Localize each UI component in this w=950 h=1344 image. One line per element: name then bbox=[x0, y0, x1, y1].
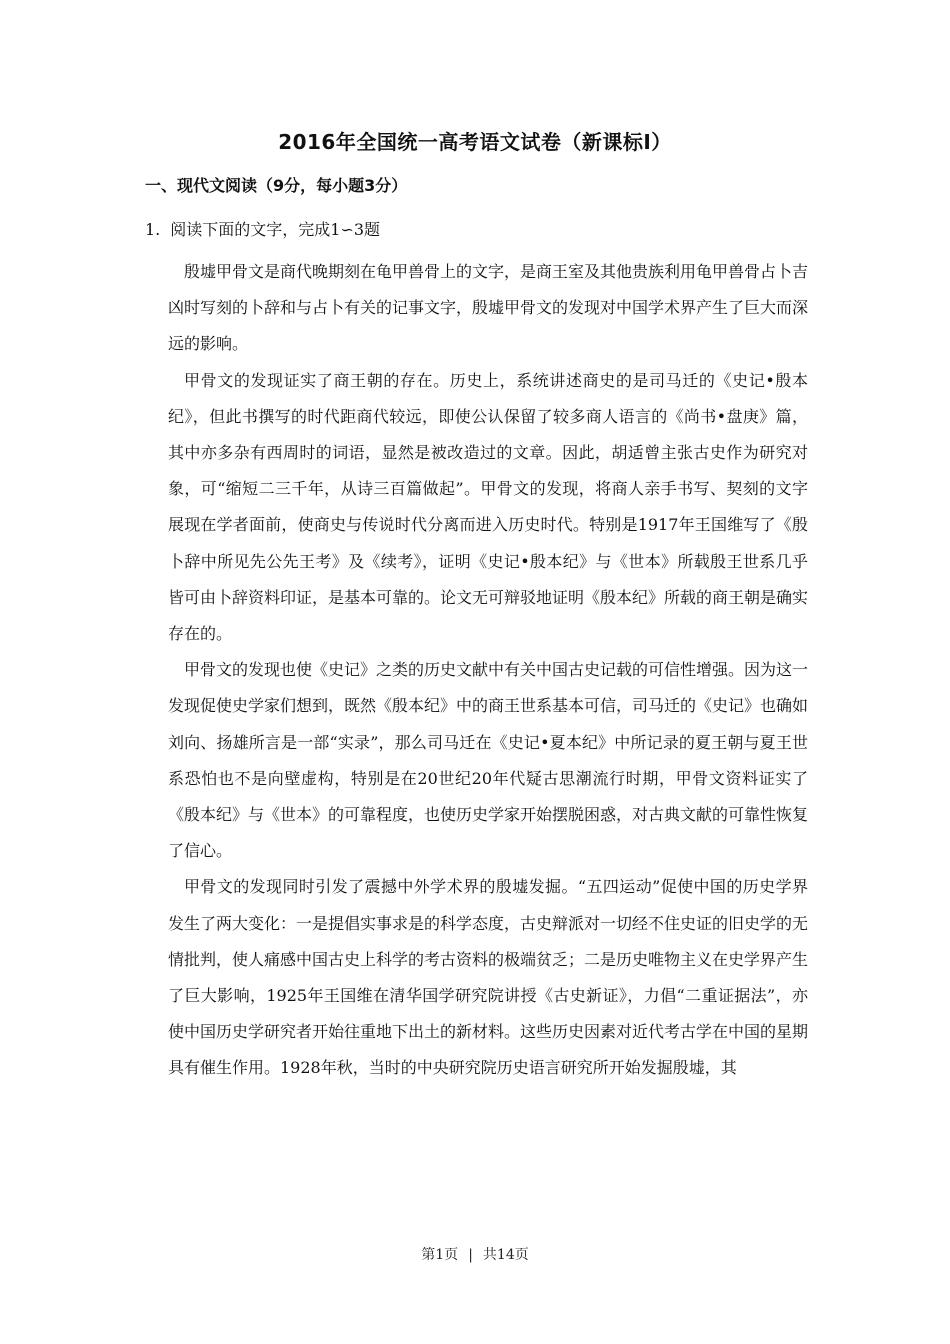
footer-separator: | bbox=[468, 1247, 473, 1263]
passage-paragraph: 甲骨文的发现证实了商王朝的存在。历史上，系统讲述商史的是司马迁的《史记•殷本纪》，但此书撰写的时代距商代较远，即使公认保留了较多商人语言的《尚书•盘庚》篇，其中亦多杂有西周时的词语，显然是被改造过的文章。因此，胡适曾主张古史作为研究对象，可“缩短二三千年，从诗三百篇做起”。甲骨文的发现，将商人亲手书写、契刻的文字展现在学者面前，使商史与传说时代分离而进入历史时代。特别是1917年王国维写了《殷卜辞中所见先公先王考》及《续考》，证明《史记•殷本纪》与《世本》所载殷王世系几乎皆可由卜辞资料印证，是基本可靠的。论文无可辩驳地证明《殷本纪》所载的商王朝是确实存在的。 bbox=[168, 370, 809, 644]
page-footer bbox=[0, 1244, 950, 1264]
passage-paragraph: 甲骨文的发现同时引发了震撼中外学术界的殷墟发掘。“五四运动”促使中国的历史学界发生了两大变化：一是提倡实事求是的科学态度，古史辩派对一切经不住史证的旧史学的无情批判，使人痛感中国古史上科学的考古资料的极端贫乏；二是历史唯物主义在史学界产生了巨大影响，1925年王国维在清华国学研究院讲授《古史新证》，力倡“二重证据法”，亦使中国历史学研究者开始往重地下出土的新材料。这些历史因素对近代考古学在中国的星期具有催生作用。1928年秋，当时的中央研究院历史语言研究所开始发掘殷墟，其 bbox=[168, 877, 809, 1078]
page-number: 第1页 bbox=[421, 1247, 459, 1263]
section-heading: 一、现代文阅读（9分，每小题3分） bbox=[145, 176, 408, 195]
passage-paragraph: 甲骨文的发现也使《史记》之类的历史文献中有关中国古史记载的可信性增强。因为这一发现促使史学家们想到，既然《殷本纪》中的商王世系基本可信，司马迁的《史记》也确如刘向、扬雄所言是一部“实录”，那么司马迁在《史记•夏本纪》中所记录的夏王朝与夏王世系恐怕也不是向壁虚构，特别是在20世纪20年代疑古思潮流行时期，甲骨文资料证实了《殷本纪》与《世本》的可靠程度，也使历史学家开始摆脱困惑，对古典文献的可靠性恢复了信心。 bbox=[168, 660, 809, 861]
question-number: 1. bbox=[145, 220, 161, 239]
passage-paragraph: 殷墟甲骨文是商代晚期刻在龟甲兽骨上的文字，是商王室及其他贵族利用龟甲兽骨占卜吉凶时写刻的卜辞和与占卜有关的记事文字，殷墟甲骨文的发现对中国学术界产生了巨大而深远的影响。 bbox=[168, 262, 809, 354]
question-text: 阅读下面的文字，完成1∽3题 bbox=[170, 220, 381, 239]
reading-passage bbox=[168, 254, 808, 1087]
question-prompt bbox=[145, 217, 380, 240]
page-total: 共14页 bbox=[482, 1247, 529, 1263]
exam-title: 2016年全国统一高考语文试卷（新课标Ⅰ） bbox=[278, 130, 672, 154]
